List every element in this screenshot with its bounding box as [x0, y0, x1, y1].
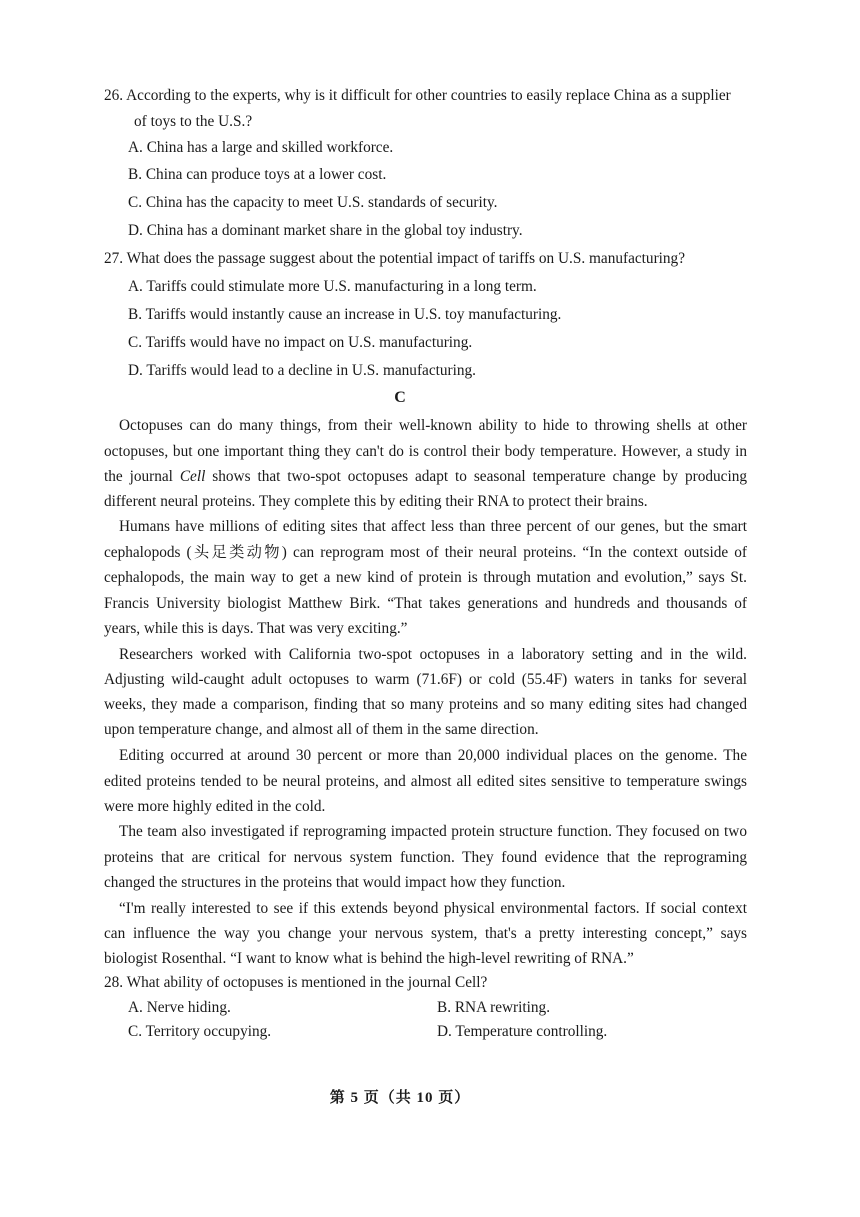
question-27-option-b: B. Tariffs would instantly cause an increase in U.S. toy manufacturing.	[128, 306, 562, 323]
question-27-option-d: D. Tariffs would lead to a decline in U.S. manufacturing.	[128, 362, 476, 379]
passage-p6-line1: “I'm really interested to see if this extends beyond physical environmental factors. If social context	[119, 900, 747, 917]
question-28-option-c: C. Territory occupying.	[128, 1023, 272, 1040]
passage-p6-line3: biologist Rosenthal. “I want to know what is behind the high-level rewriting of RNA.”	[104, 950, 634, 967]
passage-p3-line3: weeks, they made a comparison, finding that so many proteins and so many editing sites had changed	[104, 696, 747, 713]
passage-p4-line2: edited proteins tended to be neural proteins, and almost all edited sites sensitive to temperature swings	[104, 773, 747, 790]
question-28-option-a: A. Nerve hiding.	[128, 999, 231, 1016]
question-26-option-d: D. China has a dominant market share in the global toy industry.	[128, 222, 523, 239]
question-27-stem: 27. What does the passage suggest about the potential impact of tariffs on U.S. manufacturing?	[104, 250, 685, 267]
passage-p2-line1: Humans have millions of editing sites that affect less than three percent of our genes, but the smart	[119, 518, 747, 535]
passage-p2-line2: cephalopods (头足类动物) can reprogram most of their neural proteins. “In the context outside of	[104, 544, 747, 561]
passage-p1-line3: the journal Cell shows that two-spot octopuses adapt to seasonal temperature change by producing	[104, 468, 747, 485]
journal-name: Cell	[179, 468, 206, 485]
question-28-stem: 28. What ability of octopuses is mentioned in the journal Cell?	[104, 974, 488, 991]
passage-p2-line4: Francis University biologist Matthew Birk. “That takes generations and hundreds and thousands of	[104, 595, 747, 612]
passage-p2-line3: cephalopods, the main way to get a new kind of protein is through mutation and evolution,” says St.	[104, 569, 747, 586]
passage-p6-line2: can influence the way you change your nervous system, that's a pretty interesting concept,” says	[104, 925, 747, 942]
passage-p3-line4: upon temperature change, and almost all of them in the same direction.	[104, 721, 539, 738]
passage-p4-line1: Editing occurred at around 30 percent or more than 20,000 individual places on the genome. The	[119, 747, 747, 764]
section-heading: C	[394, 389, 406, 406]
passage-p3-line1: Researchers worked with California two-spot octopuses in a laboratory setting and in the wild.	[119, 646, 747, 663]
passage-p1-line1: Octopuses can do many things, from their well-known ability to hide to throwing shells at other	[119, 417, 747, 434]
question-26-stem: 26. According to the experts, why is it difficult for other countries to easily replace China as a supplier	[104, 87, 731, 104]
passage-p4-line3: were more highly edited in the cold.	[104, 798, 326, 815]
passage-p2-line5: years, while this is days. That was very exciting.”	[104, 620, 408, 637]
question-26-option-a: A. China has a large and skilled workforce.	[128, 139, 394, 156]
question-27-option-a: A. Tariffs could stimulate more U.S. manufacturing in a long term.	[128, 278, 537, 295]
passage-p1-line2: octopuses, but one important thing they can't do is control their body temperature. However, a study in	[104, 443, 747, 460]
question-26-stem-cont: of toys to the U.S.?	[134, 113, 253, 130]
question-26-option-b: B. China can produce toys at a lower cost.	[128, 166, 387, 183]
question-28-option-b: B. RNA rewriting.	[437, 999, 551, 1016]
passage-p5-line2: proteins that are critical for nervous system function. They found evidence that the reprograming	[104, 849, 747, 866]
question-28-option-d: D. Temperature controlling.	[437, 1023, 608, 1040]
question-26-option-c: C. China has the capacity to meet U.S. standards of security.	[128, 194, 498, 211]
passage-p5-line3: changed the structures in the proteins that would impact how they function.	[104, 874, 566, 891]
passage-p1-line4: different neural proteins. They complete this by editing their RNA to protect their brains.	[104, 493, 648, 510]
question-27-option-c: C. Tariffs would have no impact on U.S. manufacturing.	[128, 334, 473, 351]
page-number-footer: 第 5 页（共 10 页）	[329, 1090, 471, 1106]
passage-p3-line2: Adjusting wild-caught adult octopuses to warm (71.6F) or cold (55.4F) waters in tanks for several	[104, 671, 747, 688]
passage-p5-line1: The team also investigated if reprograming impacted protein structure function. They focused on two	[119, 823, 747, 840]
